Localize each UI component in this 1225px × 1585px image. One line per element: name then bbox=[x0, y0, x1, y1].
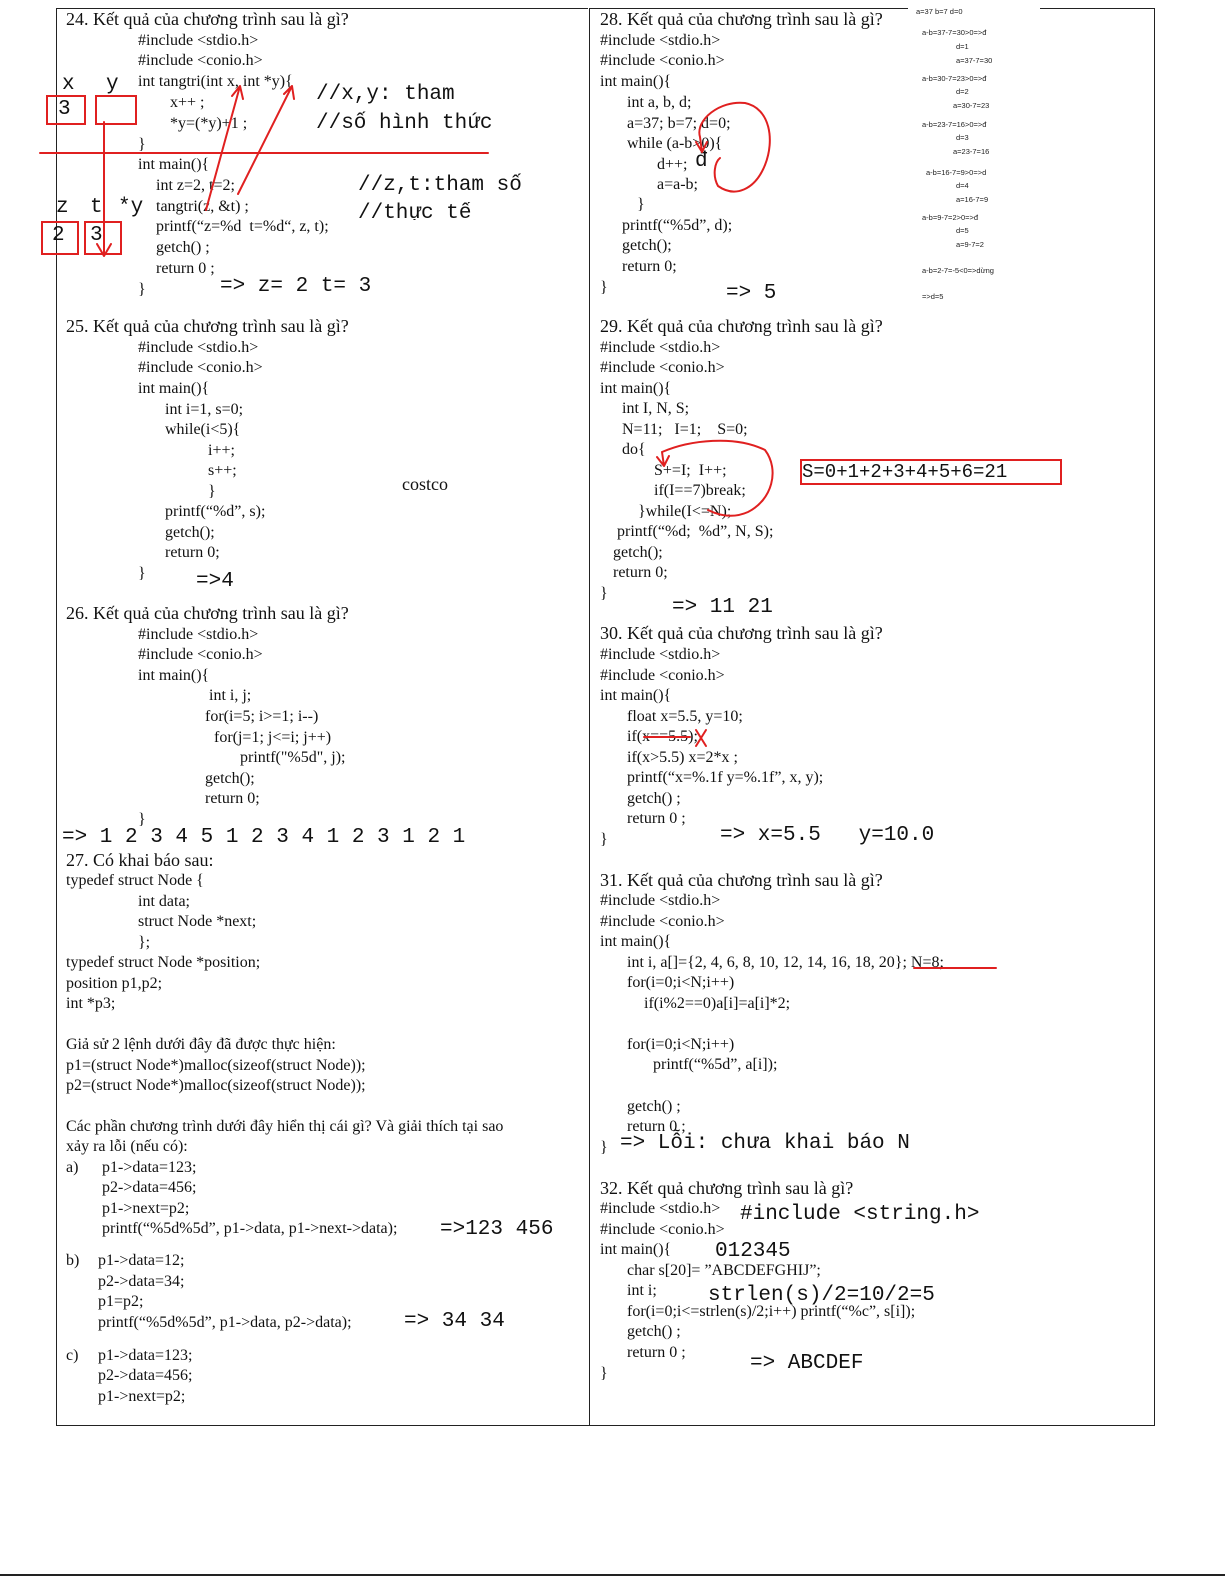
code-line: getch() ; bbox=[627, 790, 681, 807]
trace-line: d=4 bbox=[956, 181, 969, 190]
code-line: i++; bbox=[208, 442, 235, 459]
code-line: return 0; bbox=[165, 544, 220, 561]
code-line: return 0 ; bbox=[627, 1344, 686, 1361]
code-line: if(I==7)break; bbox=[654, 482, 746, 499]
code-line: S+=I; I++; bbox=[654, 462, 727, 479]
code-line: struct Node *next; bbox=[138, 913, 257, 930]
code-line: N=11; I=1; S=0; bbox=[622, 421, 748, 438]
code-line: do{ bbox=[622, 441, 646, 458]
code-line: #include <conio.h> bbox=[600, 913, 725, 930]
code-line: int main(){ bbox=[138, 156, 210, 173]
trace-line: d=2 bbox=[956, 87, 969, 96]
q24-label-star-y: *y bbox=[118, 196, 144, 219]
q32-note-strlen: strlen(s)/2=10/2=5 bbox=[708, 1284, 935, 1307]
code-line: int main(){ bbox=[138, 667, 210, 684]
q29-answer: => 11 21 bbox=[672, 596, 773, 619]
code-line: printf(“%5d”, d); bbox=[622, 217, 733, 234]
trace-line: a-b=37-7=30>0=>đ bbox=[922, 28, 987, 37]
code-line: if(x==5.5); bbox=[627, 728, 698, 745]
code-line: int main(){ bbox=[138, 380, 210, 397]
trace-line: =>d=5 bbox=[922, 292, 944, 301]
trace-line: a-b=30-7=23>0=>đ bbox=[922, 74, 987, 83]
code-line: char s[20]= ”ABCDEFGHIJ”; bbox=[627, 1262, 821, 1279]
q28-answer: => 5 bbox=[726, 282, 777, 305]
q24-note-formal-2: //số hình thức bbox=[316, 112, 493, 135]
code-line: tangtri(z, &t) ; bbox=[156, 198, 249, 215]
q31-answer: => Lỗi: chưa khai báo N bbox=[620, 1132, 910, 1155]
code-line: typedef struct Node { bbox=[66, 872, 204, 889]
code-line: for(i=0;i<=strlen(s)/2;i++) printf(“%c”, s[i]); bbox=[627, 1303, 916, 1320]
q27-question-2: xảy ra lỗi (nếu có): bbox=[66, 1138, 188, 1155]
code-line: #include <stdio.h> bbox=[138, 32, 259, 49]
q30-title: 30. Kết quả của chương trình sau là gì? bbox=[600, 623, 883, 643]
code-line: int data; bbox=[138, 893, 190, 910]
q28-trace-panel bbox=[908, 2, 1040, 318]
q27-part-a-label: a) bbox=[66, 1159, 79, 1176]
code-line: return 0 ; bbox=[627, 810, 686, 827]
q29-title: 29. Kết quả của chương trình sau là gì? bbox=[600, 316, 883, 336]
trace-line: d=1 bbox=[956, 42, 969, 51]
code-line: printf(“%5d%5d”, p1->data, p2->data); bbox=[98, 1314, 352, 1331]
q24-label-t: t bbox=[90, 196, 103, 219]
q32-note-include: #include <string.h> bbox=[740, 1203, 980, 1226]
code-line: return 0; bbox=[205, 790, 260, 807]
code-line: } bbox=[138, 565, 146, 582]
code-line: #include <conio.h> bbox=[600, 1221, 725, 1238]
q32-answer: => ABCDEF bbox=[750, 1352, 864, 1375]
frame-top-right-2 bbox=[1040, 8, 1155, 9]
code-line: printf(“%d”, s); bbox=[165, 503, 266, 520]
code-line: d++; bbox=[657, 156, 688, 173]
code-line: return 0 ; bbox=[627, 1118, 686, 1135]
code-line: } bbox=[600, 831, 608, 848]
code-line: } bbox=[208, 483, 216, 500]
code-line: for(i=5; i>=1; i--) bbox=[205, 708, 319, 725]
trace-line: a=23-7=16 bbox=[953, 147, 990, 156]
code-line: while (a-b>0){ bbox=[627, 135, 723, 152]
code-line: int main(){ bbox=[600, 1241, 672, 1258]
trace-line: d=3 bbox=[956, 133, 969, 142]
code-line: getch(); bbox=[622, 237, 672, 254]
code-line: }; bbox=[138, 934, 151, 951]
q24-answer: => z= 2 t= 3 bbox=[220, 275, 372, 298]
arrow-t-to-y bbox=[238, 86, 294, 194]
q28-ink-d: đ bbox=[695, 150, 708, 173]
code-line: return 0; bbox=[622, 258, 677, 275]
code-line: int i, a[]={2, 4, 6, 8, 10, 12, 14, 16, 18, 20}; N=8; bbox=[627, 954, 944, 971]
q27-intro: Giả sử 2 lệnh dưới đây đã được thực hiện: bbox=[66, 1036, 336, 1053]
q32-title: 32. Kết quả chương trình sau là gì? bbox=[600, 1178, 854, 1198]
code-line: p1->data=12; bbox=[98, 1252, 185, 1269]
code-line: int main(){ bbox=[600, 380, 672, 397]
code-line: a=37; b=7; d=0; bbox=[627, 115, 731, 132]
q24-label-x: x bbox=[62, 73, 75, 96]
code-line: } bbox=[600, 1365, 608, 1382]
code-line: } bbox=[138, 811, 146, 828]
code-line: #include <conio.h> bbox=[600, 52, 725, 69]
q24-value-t: 3 bbox=[90, 224, 103, 247]
code-line: #include <conio.h> bbox=[138, 359, 263, 376]
code-line: while(i<5){ bbox=[165, 421, 241, 438]
code-line: p1->data=123; bbox=[98, 1347, 193, 1364]
q24-note-formal-1: //x,y: tham bbox=[316, 83, 455, 106]
code-line: } bbox=[600, 279, 608, 296]
code-line: #include <stdio.h> bbox=[138, 339, 259, 356]
code-line: getch(); bbox=[613, 544, 663, 561]
code-line: p1->next=p2; bbox=[102, 1200, 190, 1217]
code-line: #include <stdio.h> bbox=[600, 646, 721, 663]
trace-line: a-b=16-7=9>0=>d bbox=[926, 168, 987, 177]
trace-line: a=30-7=23 bbox=[953, 101, 990, 110]
code-line: float x=5.5, y=10; bbox=[627, 708, 743, 725]
q24-value-x: 3 bbox=[58, 98, 71, 121]
code-line: position p1,p2; bbox=[66, 975, 163, 992]
q25-title: 25. Kết quả của chương trình sau là gì? bbox=[66, 316, 349, 336]
code-line: return 0; bbox=[613, 564, 668, 581]
q24-title: 24. Kết quả của chương trình sau là gì? bbox=[66, 9, 349, 29]
code-line: int *p3; bbox=[66, 995, 116, 1012]
q27-b-answer: => 34 34 bbox=[404, 1310, 505, 1333]
code-line: printf(“%d; %d”, N, S); bbox=[617, 523, 774, 540]
code-line: int main(){ bbox=[600, 687, 672, 704]
code-line: int i, j; bbox=[209, 687, 252, 704]
code-line: if(i%2==0)a[i]=a[i]*2; bbox=[644, 995, 791, 1012]
frame-bottom bbox=[56, 1425, 1155, 1426]
q30-answer: => x=5.5 y=10.0 bbox=[720, 824, 935, 847]
code-line: #include <conio.h> bbox=[138, 646, 263, 663]
q24-label-y: y bbox=[106, 73, 119, 96]
code-line: getch() ; bbox=[627, 1098, 681, 1115]
code-line: int I, N, S; bbox=[622, 400, 690, 417]
trace-line: a-b=9-7=2>0=>đ bbox=[922, 213, 979, 222]
code-line: *y=(*y)+1 ; bbox=[170, 115, 248, 132]
code-line: return 0 ; bbox=[156, 260, 215, 277]
code-line: p1=(struct Node*)malloc(sizeof(struct Node)); bbox=[66, 1057, 366, 1074]
q24-note-actual-1: //z,t:tham số bbox=[358, 174, 522, 197]
code-line: } bbox=[600, 585, 608, 602]
q26-answer: => 1 2 3 4 5 1 2 3 4 1 2 3 1 2 1 bbox=[62, 826, 466, 849]
code-line: int i; bbox=[627, 1282, 657, 1299]
code-line: } bbox=[138, 136, 146, 153]
code-line: getch(); bbox=[165, 524, 215, 541]
q24-value-z: 2 bbox=[52, 224, 65, 247]
code-line: getch() ; bbox=[156, 239, 210, 256]
code-line: int main(){ bbox=[600, 73, 672, 90]
code-line: #include <stdio.h> bbox=[600, 339, 721, 356]
code-line: }while(I<=N); bbox=[638, 503, 732, 520]
code-line: p1->next=p2; bbox=[98, 1388, 186, 1405]
code-line: #include <conio.h> bbox=[138, 52, 263, 69]
code-line: int i=1, s=0; bbox=[165, 401, 244, 418]
code-line: p2->data=456; bbox=[98, 1367, 193, 1384]
q27-title: 27. Có khai báo sau: bbox=[66, 850, 214, 870]
trace-line: a=16-7=9 bbox=[956, 195, 989, 204]
code-line: #include <stdio.h> bbox=[138, 626, 259, 643]
trace-line: a=37 b=7 d=0 bbox=[916, 7, 963, 16]
q29-sum-note: S=0+1+2+3+4+5+6=21 bbox=[802, 461, 1008, 483]
q26-title: 26. Kết quả của chương trình sau là gì? bbox=[66, 603, 349, 623]
code-line: p1->data=123; bbox=[102, 1159, 197, 1176]
code-line: printf(“z=%d t=%d“, z, t); bbox=[156, 218, 329, 235]
code-line: int a, b, d; bbox=[627, 94, 692, 111]
code-line: int main(){ bbox=[600, 933, 672, 950]
code-line: s++; bbox=[208, 462, 237, 479]
q27-part-c-label: c) bbox=[66, 1347, 79, 1364]
q24-box-y bbox=[95, 95, 137, 125]
code-line: printf(“x=%.1f y=%.1f”, x, y); bbox=[627, 769, 824, 786]
code-line: if(x>5.5) x=2*x ; bbox=[627, 749, 738, 766]
code-line: int z=2, t=2; bbox=[156, 177, 235, 194]
code-line: getch() ; bbox=[627, 1323, 681, 1340]
code-line: getch(); bbox=[205, 770, 255, 787]
frame-mid bbox=[589, 8, 590, 1426]
code-line: int tangtri(int x, int *y){ bbox=[138, 73, 293, 90]
q28-title: 28. Kết quả của chương trình sau là gì? bbox=[600, 9, 883, 29]
code-line: printf(“%5d%5d”, p1->data, p1->next->data); bbox=[102, 1220, 398, 1237]
code-line: p2->data=34; bbox=[98, 1273, 185, 1290]
trace-line: a=9-7=2 bbox=[956, 240, 984, 249]
code-line: printf("%5d", j); bbox=[240, 749, 346, 766]
code-line: } bbox=[637, 196, 645, 213]
code-line: for(j=1; j<=i; j++) bbox=[214, 729, 332, 746]
code-line: } bbox=[600, 1139, 608, 1156]
q31-title: 31. Kết quả của chương trình sau là gì? bbox=[600, 870, 883, 890]
code-line: typedef struct Node *position; bbox=[66, 954, 261, 971]
code-line: p1=p2; bbox=[98, 1293, 144, 1310]
q27-part-b-label: b) bbox=[66, 1252, 80, 1269]
page-bottom-rule bbox=[0, 1574, 1225, 1576]
q25-answer: =>4 bbox=[196, 570, 234, 593]
code-line: p2=(struct Node*)malloc(sizeof(struct Node)); bbox=[66, 1077, 366, 1094]
trace-line: a-b=23-7=16>0=>đ bbox=[922, 120, 987, 129]
code-line: #include <conio.h> bbox=[600, 667, 725, 684]
q27-question-1: Các phần chương trình dưới đây hiển thị cái gì? Và giải thích tại sao bbox=[66, 1118, 504, 1135]
trace-line: a-b=2-7=-5<0=>dừng bbox=[922, 266, 994, 275]
code-line: a=a-b; bbox=[657, 176, 698, 193]
code-line: #include <stdio.h> bbox=[600, 1200, 721, 1217]
code-line: for(i=0;i<N;i++) bbox=[627, 974, 735, 991]
trace-line: d=5 bbox=[956, 226, 969, 235]
q27-a-answer: =>123 456 bbox=[440, 1218, 554, 1241]
q24-label-z: z bbox=[56, 196, 69, 219]
code-line: #include <stdio.h> bbox=[600, 32, 721, 49]
code-line: printf(“%5d”, a[i]); bbox=[653, 1056, 778, 1073]
code-line: p2->data=456; bbox=[102, 1179, 197, 1196]
frame-right bbox=[1154, 8, 1155, 1426]
code-line: x++ ; bbox=[170, 94, 205, 111]
code-line: for(i=0;i<N;i++) bbox=[627, 1036, 735, 1053]
q32-note-index: 012345 bbox=[715, 1240, 791, 1263]
code-line: } bbox=[138, 281, 146, 298]
costco-text: costco bbox=[402, 474, 448, 494]
code-line: #include <stdio.h> bbox=[600, 892, 721, 909]
trace-line: a=37-7=30 bbox=[956, 56, 993, 65]
q24-note-actual-2: //thực tế bbox=[358, 202, 472, 220]
code-line: #include <conio.h> bbox=[600, 359, 725, 376]
